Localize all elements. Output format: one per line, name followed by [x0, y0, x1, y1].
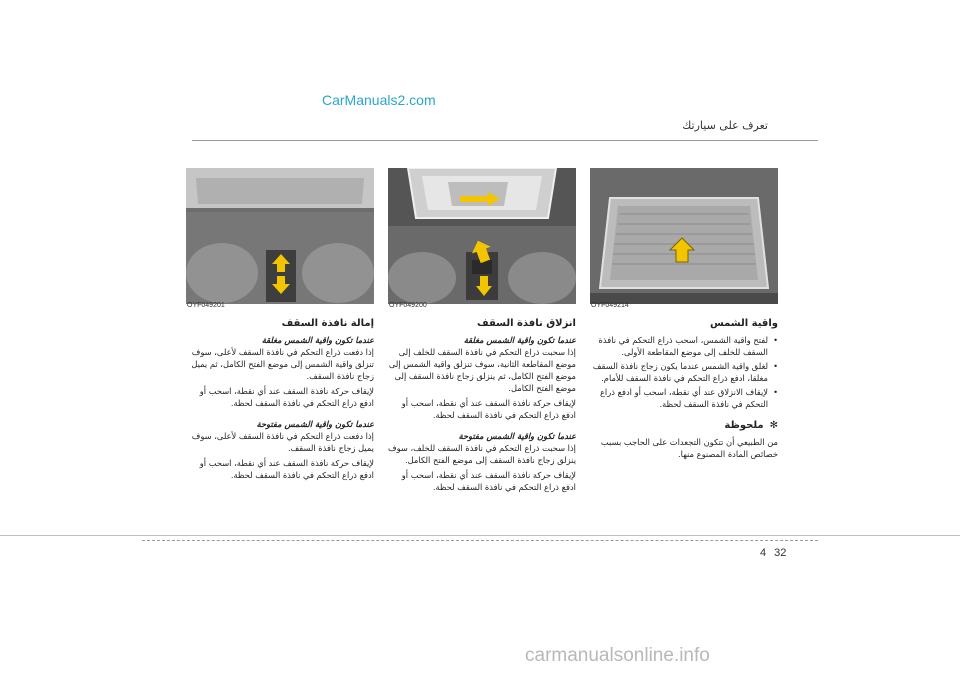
section-title: إمالة نافذة السقف [281, 318, 374, 329]
list-item: • لفتح واقية الشمس، اسحب ذراع التحكم في نافذة السقف للخلف إلى موضع المقاطعة الأولى. [590, 334, 768, 358]
paragraph: إذا سحبت ذراع التحكم في نافذة السقف للخلف إلى موضع المقاطعة الثانية، سوف تنزلق واقية الشمس إلى موضع الفتح الكامل، ثم ينزلق زجاج نافذة السقف إلى موضع الفتح الكامل. [388, 347, 576, 393]
section-title: واقية الشمس [709, 318, 778, 329]
section-title: انزلاق نافذة السقف [477, 318, 576, 329]
subheading: عندما تكون واقية الشمس مفتوحة [256, 419, 374, 429]
chapter-number: 4 [760, 547, 767, 559]
photo-sunshade [590, 168, 778, 304]
asterisk-icon: ✻ [769, 420, 778, 431]
bullet-list [590, 334, 778, 410]
header-divider [192, 140, 818, 141]
section-sliding [388, 318, 576, 496]
subheading: عندما تكون واقية الشمس مفتوحة [458, 431, 576, 441]
list-item: • لغلق واقية الشمس عندما يكون زجاج نافذة السقف مغلقا، ادفع ذراع التحكم في نافذة السقف للأمام. [590, 360, 768, 384]
photo-sliding [388, 168, 576, 304]
paragraph: لإيقاف حركة نافذة السقف عند أي نقطة، اسحب أو ادفع ذراع التحكم في نافذة السقف لحظة. [199, 458, 374, 480]
watermark-bottom[interactable]: carmanualsonline.info [525, 645, 710, 666]
paragraph: إذا دفعت ذراع التحكم في نافذة السقف لأعلى، سوف تنزلق واقية الشمس إلى موضع الفتح الكامل، ثم يميل زجاج نافذة السقف. [191, 347, 374, 381]
subheading: عندما تكون واقية الشمس مغلقة [463, 335, 576, 345]
watermark-top[interactable]: CarManuals2.com [322, 92, 436, 108]
footer-divider-solid [0, 535, 960, 536]
photo-code: OYF049200 [389, 302, 427, 309]
paragraph: لإيقاف حركة نافذة السقف عند أي نقطة، اسحب أو ادفع ذراع التحكم في نافذة السقف لحظة. [199, 386, 374, 408]
note-heading [590, 420, 778, 432]
list-item: • لإيقاف الانزلاق عند أي نقطة، اسحب أو ادفع ذراع التحكم في نافذة السقف لحظة. [590, 386, 768, 410]
paragraph: إذا سحبت ذراع التحكم في نافذة السقف للخلف، سوف ينزلق زجاج نافذة السقف إلى موضع الفتح الكامل. [387, 443, 576, 465]
paragraph: لإيقاف حركة نافذة السقف عند أي نقطة، اسحب أو ادفع ذراع التحكم في نافذة السقف لحظة. [401, 470, 576, 492]
page-number-value: 32 [774, 547, 787, 559]
subheading: عندما تكون واقية الشمس مغلقة [261, 335, 374, 345]
section-sunshade [590, 318, 778, 463]
section-tilt [186, 318, 374, 484]
paragraph: لإيقاف حركة نافذة السقف عند أي نقطة، اسحب أو ادفع ذراع التحكم في نافذة السقف لحظة. [401, 398, 576, 420]
note-text: من الطبيعي أن تتكون التجعدات على الحاجب بسبب خصائص المادة المصنوع منها. [600, 437, 778, 459]
paragraph: إذا دفعت ذراع التحكم في نافذة السقف لأعلى، سوف يميل زجاج نافذة السقف. [191, 431, 374, 453]
footer-divider-dashed [142, 540, 818, 541]
photo-code: OYF049214 [591, 302, 629, 309]
note-title: ملحوظة [724, 420, 764, 431]
photo-tilt [186, 168, 374, 304]
photo-code: OYF049201 [187, 302, 225, 309]
page-number [760, 547, 786, 559]
page-header-title: تعرف على سيارتك [682, 119, 768, 132]
